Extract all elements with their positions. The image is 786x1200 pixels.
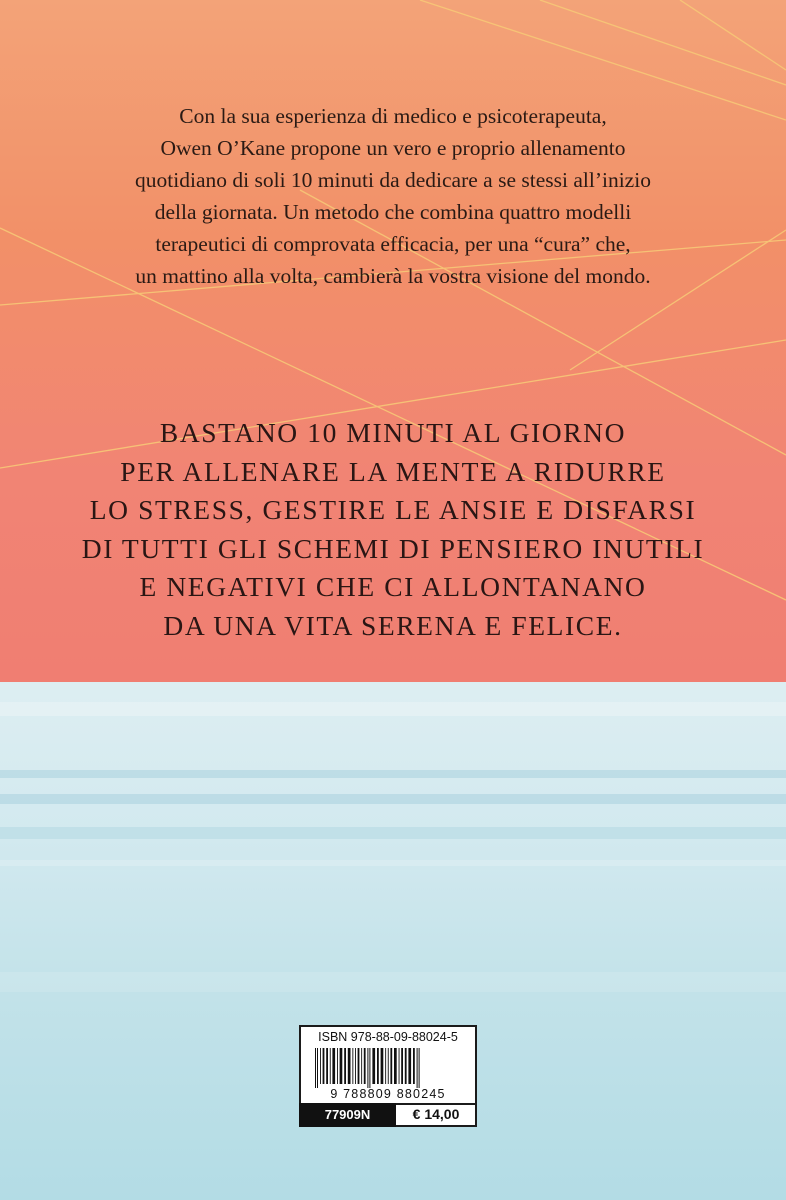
water-band (0, 827, 786, 839)
barcode-label (299, 1025, 477, 1127)
barcode-bar (320, 1048, 321, 1084)
barcode-bar (381, 1048, 384, 1084)
barcode-bar (332, 1048, 335, 1084)
barcode-digits: 9 788809 880245 (330, 1087, 446, 1101)
blurb-line: Owen O’Kane propone un vero e proprio allenamento (160, 136, 626, 160)
barcode-bar (323, 1048, 325, 1084)
barcode-bar (369, 1048, 370, 1088)
light-ray (680, 0, 786, 70)
isbn-text: ISBN 978-88-09-88024-5 (318, 1030, 458, 1044)
blurb-line: terapeutici di comprovata efficacia, per una “cura” che, (155, 232, 631, 256)
barcode-bar (372, 1048, 375, 1084)
barcode-bar (348, 1048, 351, 1084)
back-cover-tagline (40, 414, 746, 645)
barcode-bar (399, 1048, 400, 1084)
barcode-bar (358, 1048, 360, 1084)
barcode-bar (408, 1048, 411, 1084)
barcode-bar (401, 1048, 403, 1084)
product-code: 77909N (299, 1103, 396, 1127)
back-cover-blurb (60, 100, 726, 292)
barcode-bar (340, 1048, 343, 1084)
barcode-bar (315, 1048, 316, 1088)
light-ray (540, 0, 786, 85)
tagline-line: BASTANO 10 MINUTI AL GIORNO (159, 417, 627, 448)
blurb-line: della giornata. Un metodo che combina quattro modelli (154, 200, 632, 224)
barcode-bar (394, 1048, 397, 1084)
blurb-line: un mattino alla volta, cambierà la vostra visione del mondo. (135, 264, 651, 288)
barcode-bar (388, 1048, 389, 1084)
barcode-bar (344, 1048, 346, 1084)
water-band (0, 972, 786, 992)
tagline-line: DA UNA VITA SERENA E FELICE. (163, 609, 623, 641)
barcode-bar (419, 1048, 420, 1088)
water-band (0, 860, 786, 866)
barcode-bar (352, 1048, 353, 1084)
barcode-bar (413, 1048, 415, 1084)
tagline-line: DI TUTTI GLI SCHEMI DI PENSIERO INUTILI (81, 532, 705, 564)
barcode-bar (367, 1048, 368, 1088)
tagline-line: LO STRESS, GESTIRE LE ANSIE E DISFARSI (89, 494, 697, 525)
barcode-bar (330, 1048, 331, 1084)
tagline-line: PER ALLENARE LA MENTE A RIDURRE (120, 455, 666, 487)
barcode-bar (317, 1048, 318, 1088)
blurb-line: Con la sua esperienza di medico e psicoterapeuta, (179, 104, 607, 128)
water-band (0, 794, 786, 804)
barcode-bars (313, 1048, 463, 1088)
tagline-line: E NEGATIVI CHE CI ALLONTANANO (139, 571, 647, 602)
barcode-bar (377, 1048, 379, 1084)
price-label: € 14,00 (412, 1106, 460, 1122)
barcode-bar (390, 1048, 392, 1084)
water-band (0, 702, 786, 716)
blurb-line: quotidiano di soli 10 minuti da dedicare a se stessi all’inizio (135, 168, 651, 192)
barcode-bar (337, 1048, 338, 1084)
barcode-bar (355, 1048, 356, 1084)
barcode-bar (405, 1048, 407, 1084)
barcode-bar (361, 1048, 362, 1084)
barcode-bar (385, 1048, 386, 1084)
barcode-bar (417, 1048, 418, 1088)
water-band (0, 770, 786, 778)
barcode-bar (364, 1048, 366, 1084)
barcode-bar (326, 1048, 328, 1084)
